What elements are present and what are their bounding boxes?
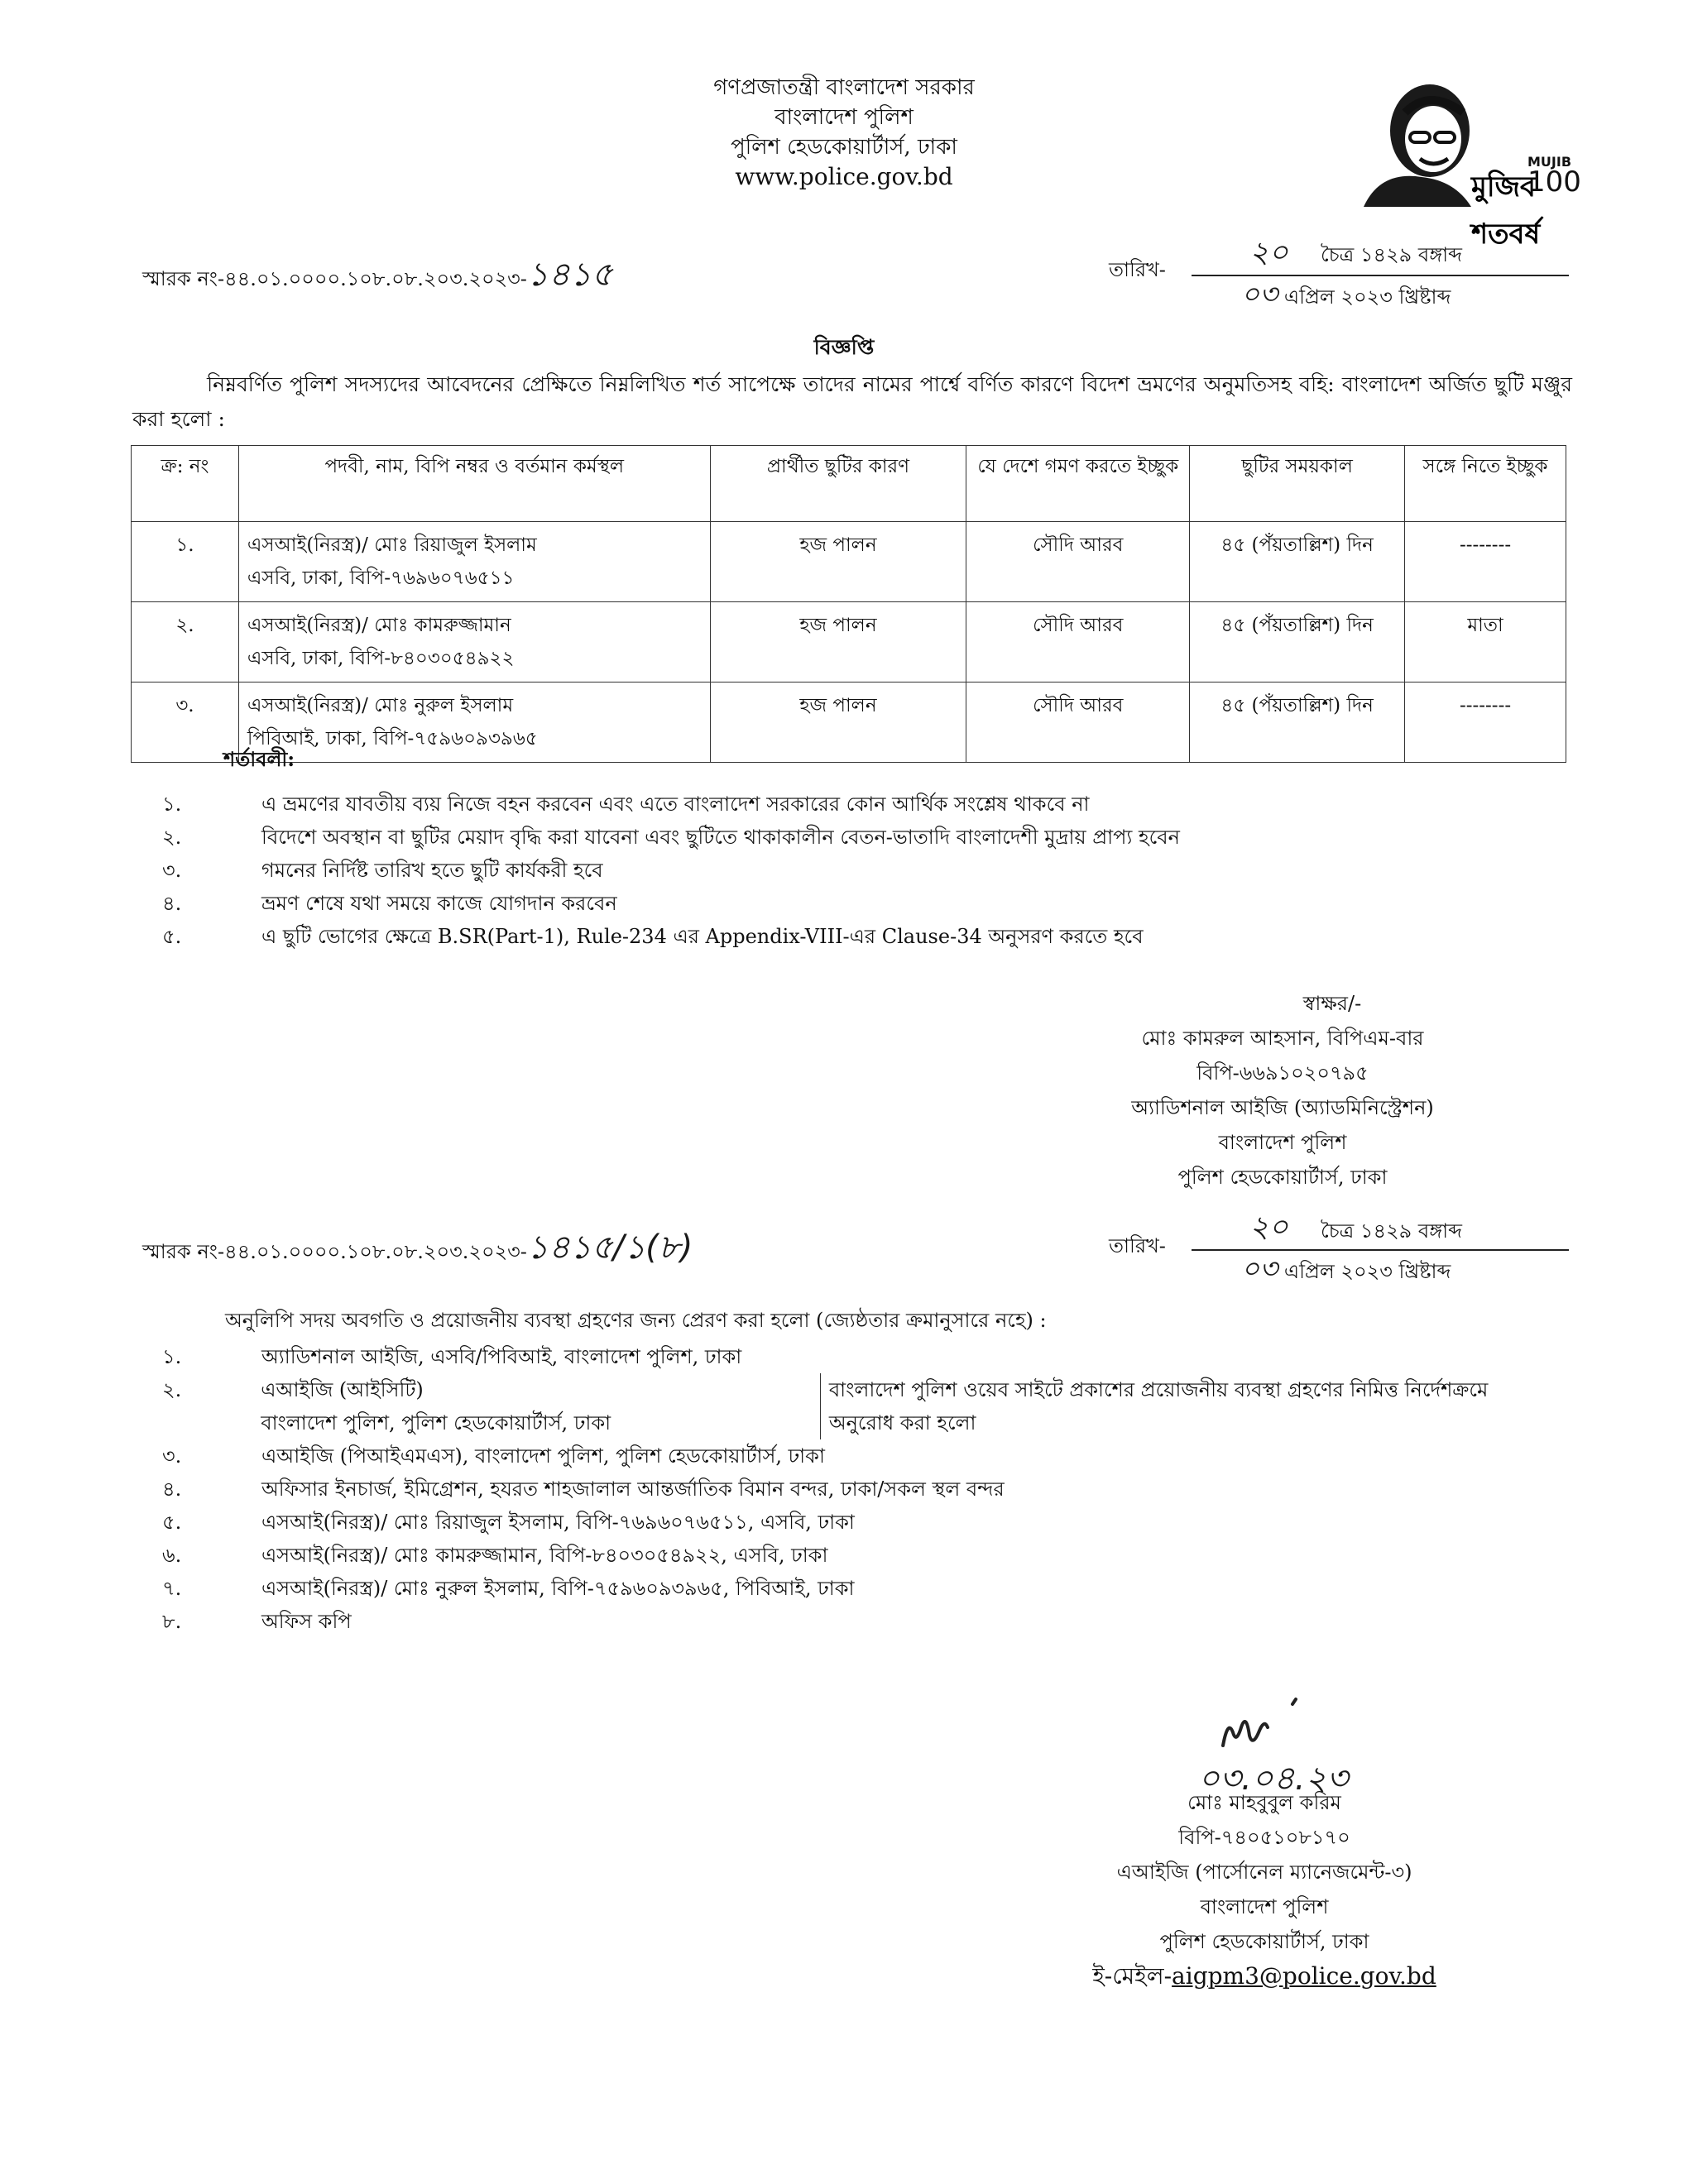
english-day-handwritten: ০৩ [1241,1252,1278,1286]
table-header-row [132,446,1566,522]
list-text: ভ্রমণ শেষে যথা সময়ে কাজে যোগদান করবেন [261,892,617,915]
list-text: অ্যাডিশনাল আইজি, এসবি/পিবিআই, বাংলাদেশ পুলিশ, ঢাকা [261,1345,742,1368]
cell-companion: -------- [1405,522,1566,602]
column-header-name: পদবী, নাম, বিপি নম্বর ও বর্তমান কর্মস্থল [238,446,710,522]
list-item [162,1506,1569,1539]
list-number: ২. [162,1378,182,1401]
cell-country: সৌদি আরব [966,602,1190,682]
memo-number-handwritten: ১৪১৫/১(৮) [526,1228,693,1267]
list-number: ৫. [162,925,182,948]
list-text: এসআই(নিরস্ত্র)/ মোঃ কামরুজ্জামান, বিপি-৮৪০৩০৫৪৯২২, এসবি, ঢাকা [261,1544,828,1567]
english-date-2 [1241,1248,1572,1295]
copy-note-line2: অনুরোধ করা হলো [828,1411,976,1434]
cell-name-line1: এসআই(নিরস্ত্র)/ মোঃ রিয়াজুল ইসলাম [247,534,537,556]
date-label-1: তারিখ- [1109,258,1166,281]
column-header-country: যে দেশে গমণ করতে ইচ্ছুক [966,446,1190,522]
date-block-1 [1192,223,1569,278]
english-day-handwritten: ০৩ [1241,278,1278,311]
handwritten-date: ০৩.০৪.২৩ [1198,1760,1349,1798]
copy-list [162,1340,1569,1638]
signatory-email [1049,1959,1479,1994]
signatory-org: বাংলাদেশ পুলিশ [1218,1131,1347,1154]
list-number: ৭. [162,1577,182,1600]
list-number: ৫. [162,1511,182,1534]
list-text: এসআই(নিরস্ত্র)/ মোঃ নুরুল ইসলাম, বিপি-৭৫৯৬০৯৩৯৬৫, পিবিআই, ঢাকা [261,1577,855,1600]
logo-100-text: 100 [1527,165,1581,199]
table-row [132,602,1566,682]
memo-number-label: স্মারক নং-৪৪.০১.০০০০.১০৮.০৮.২০৩.২০২৩- [142,1240,527,1263]
signatory-bp: বিপি-৭৪০৫১০৮১৭০ [1178,1826,1350,1849]
list-item [162,1605,1569,1638]
table-row [132,522,1566,602]
cell-name-line2: এসবি, ঢাকা, বিপি-৮৪০৩০৫৪৯২২ [247,648,515,669]
logo-bangla-text: মুজিব শতবর্ষ [1471,170,1541,251]
memo-number-label: স্মারক নং-৪৪.০১.০০০০.১০৮.০৮.২০৩.২০২৩- [142,267,527,290]
signatory-name: মোঃ কামরুল আহসান, বিপিএম-বার [1141,1027,1424,1050]
office-name: পুলিশ হেডকোয়ার্টার্স, ঢাকা [731,135,957,160]
list-item [162,1572,1569,1605]
mujib-100-logo [1347,79,1581,251]
cell-name [238,522,710,602]
conditions-heading: শর্তাবলী: [223,747,295,771]
list-item [162,821,1569,854]
list-item [162,1439,1569,1473]
list-text: অফিস কপি [261,1610,352,1633]
notice-intro: নিম্নবর্ণিত পুলিশ সদস্যদের আবেদনের প্রেক্ষিতে নিম্নলিখিত শর্ত সাপেক্ষে তাদের নামের পার্শ্বে বর্ণিত কারণে বিদেশ ভ্রমণের অনুমতিসহ বহি: বাংলাদেশ অর্জিত ছুটি মঞ্জুর করা হলো : [132,372,1572,431]
website-url[interactable]: www.police.gov.bd [735,163,953,190]
signature-block-1 [1067,986,1498,1195]
column-header-serial: ক্র: নং [132,446,239,522]
column-header-reason: প্রার্থীত ছুটির কারণ [710,446,966,522]
list-number: ৩. [162,1444,182,1468]
list-item [162,1473,1569,1506]
list-item [162,1373,1569,1439]
copy-note [820,1373,1569,1439]
email-link[interactable]: aigpm3@police.gov.bd [1172,1962,1436,1990]
cell-name [238,602,710,682]
cell-name-line1: এসআই(নিরস্ত্র)/ মোঃ কামরুজ্জামান [247,615,511,636]
english-date: এপ্রিল ২০২৩ খ্রিষ্টাব্দ [1283,285,1451,309]
list-text: এআইজি (পিআইএমএস), বাংলাদেশ পুলিশ, পুলিশ হেডকোয়ার্টার্স, ঢাকা [261,1444,825,1468]
list-item [162,854,1569,887]
bangla-day-handwritten: ২০ [1249,236,1288,270]
signatory-bp: বিপি-৬৬৯১০২০৭৯৫ [1196,1061,1369,1085]
cell-serial: ৩. [132,682,239,763]
list-item [162,788,1569,821]
logo-mujib-text: MUJIB [1527,154,1572,170]
cell-companion: -------- [1405,682,1566,763]
cell-reason: হজ পালন [710,602,966,682]
copy-intro: অনুলিপি সদয় অবগতি ও প্রয়োজনীয় ব্যবস্থা গ্রহণের জন্য প্রেরণ করা হলো (জ্যেষ্ঠতার ক্রমানুসারে নহে) : [225,1309,1047,1332]
bangla-date: চৈত্র ১৪২৯ বঙ্গাব্দ [1321,243,1462,266]
memo-number-handwritten: ১৪১৫ [526,256,613,294]
notice-title: বিজ্ঞপ্তি [813,335,875,359]
list-text: এ ভ্রমণের যাবতীয় ব্যয় নিজে বহন করবেন এবং এতে বাংলাদেশ সরকারের কোন আর্থিক সংশ্লেষ থাকবে না [261,793,1090,816]
english-date: এপ্রিল ২০২৩ খ্রিষ্টাব্দ [1283,1260,1451,1283]
leave-table [131,445,1566,763]
signatory-org: বাংলাদেশ পুলিশ [1200,1895,1329,1918]
date-block-2 [1192,1198,1569,1252]
list-number: ৮. [162,1610,182,1633]
list-text-line2: বাংলাদেশ পুলিশ, পুলিশ হেডকোয়ার্টার্স, ঢাকা [261,1411,611,1434]
english-date-1 [1241,273,1572,320]
cell-country: সৌদি আরব [966,682,1190,763]
cell-duration: ৪৫ (পঁয়তাল্লিশ) দিন [1190,602,1405,682]
signatory-designation: এআইজি (পার্সোনেল ম্যানেজমেন্ট-৩) [1116,1861,1412,1884]
bangla-date: চৈত্র ১৪২৯ বঙ্গাব্দ [1321,1219,1462,1243]
cell-serial: ১. [132,522,239,602]
letterhead [579,73,1109,192]
cell-name-line1: এসআই(নিরস্ত্র)/ মোঃ নুরুল ইসলাম [247,695,514,716]
list-number: ৬. [162,1544,182,1567]
email-label: ই-মেইল- [1092,1962,1172,1990]
handwritten-signature [1216,1694,1316,1760]
signatory-place: পুলিশ হেডকোয়ার্টার্স, ঢাকা [1159,1930,1369,1953]
cell-reason: হজ পালন [710,682,966,763]
list-text: এ ছুটি ভোগের ক্ষেত্রে B.SR(Part-1), Rule-234 এর Appendix-VIII-এর Clause-34 অনুসরণ করতে হবে [261,925,1144,948]
copy-note-line1: বাংলাদেশ পুলিশ ওয়েব সাইটে প্রকাশের প্রয়োজনীয় ব্যবস্থা গ্রহণের নিমিত্ত নির্দেশক্রমে [828,1378,1489,1401]
memo-number-2 [142,1221,693,1276]
list-item [162,920,1569,953]
list-number: ৪. [162,1478,182,1501]
column-header-duration: ছুটির সময়কাল [1190,446,1405,522]
signatory-name: মোঃ মাহবুবুল করিম [1187,1791,1341,1814]
list-text: বিদেশে অবস্থান বা ছুটির মেয়াদ বৃদ্ধি করা যাবেনা এবং ছুটিতে থাকাকালীন বেতন-ভাতাদি বাংলাদেশী মুদ্রায় প্রাপ্য হবেন [261,826,1180,849]
conditions-list [162,788,1569,953]
cell-name-line2: পিবিআই, ঢাকা, বিপি-৭৫৯৬০৯৩৯৬৫ [247,728,538,750]
signature-mark: স্বাক্ষর/- [1302,992,1362,1015]
list-item [162,887,1569,920]
list-text: গমনের নির্দিষ্ট তারিখ হতে ছুটি কার্যকরী হবে [261,859,603,882]
memo-number-1 [142,248,613,304]
cell-country: সৌদি আরব [966,522,1190,602]
column-header-companion: সঙ্গে নিতে ইচ্ছুক [1405,446,1566,522]
cell-reason: হজ পালন [710,522,966,602]
list-number: ১. [162,1345,182,1368]
signatory-designation: অ্যাডিশনাল আইজি (অ্যাডমিনিস্ট্রেশন) [1131,1096,1434,1119]
list-item [162,1539,1569,1572]
list-text: এসআই(নিরস্ত্র)/ মোঃ রিয়াজুল ইসলাম, বিপি-৭৬৯৬০৭৬৫১১, এসবি, ঢাকা [261,1511,855,1534]
cell-serial: ২. [132,602,239,682]
signatory-place: পুলিশ হেডকোয়ার্টার্স, ঢাকা [1177,1166,1388,1189]
cell-name-line2: এসবি, ঢাকা, বিপি-৭৬৯৬০৭৬৫১১ [247,568,515,589]
signature-block-2 [1049,1785,1479,1994]
list-text: অফিসার ইনচার্জ, ইমিগ্রেশন, হযরত শাহজালাল আন্তর্জাতিক বিমান বন্দর, ঢাকা/সকল স্থল বন্দর [261,1478,1005,1501]
list-item [162,1340,1569,1373]
bangla-day-handwritten: ২০ [1249,1210,1288,1244]
table-row [132,682,1566,763]
list-number: ৩. [162,859,182,882]
department-name: বাংলাদেশ পুলিশ [774,105,914,130]
cell-duration: ৪৫ (পঁয়তাল্লিশ) দিন [1190,682,1405,763]
cell-duration: ৪৫ (পঁয়তাল্লিশ) দিন [1190,522,1405,602]
date-label-2: তারিখ- [1109,1234,1166,1257]
list-number: ২. [162,826,182,849]
cell-companion: মাতা [1405,602,1566,682]
list-number: ১. [162,793,182,816]
cell-name [238,682,710,763]
government-name: গণপ্রজাতন্ত্রী বাংলাদেশ সরকার [713,75,975,100]
list-text: এআইজি (আইসিটি) [261,1378,424,1401]
list-number: ৪. [162,892,182,915]
